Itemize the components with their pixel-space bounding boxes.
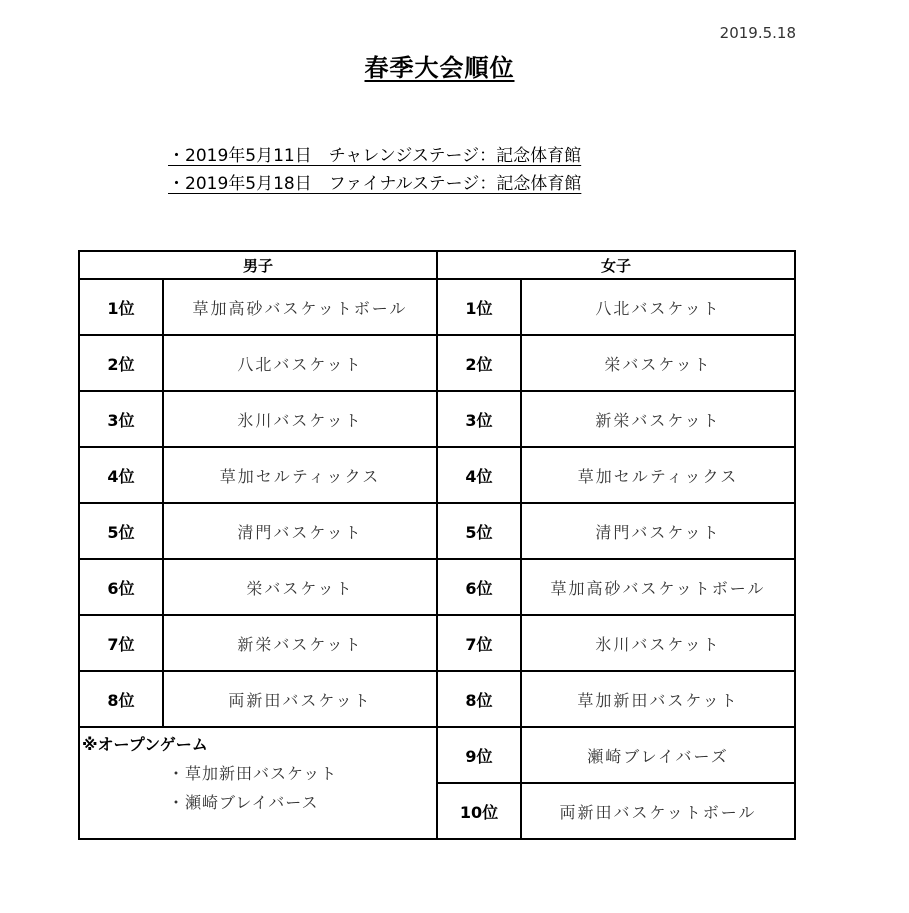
- female-team: 清門バスケット: [521, 503, 795, 559]
- female-rank: 6位: [437, 559, 521, 615]
- female-team: 新栄バスケット: [521, 391, 795, 447]
- female-team: 八北バスケット: [521, 279, 795, 335]
- male-header: 男子: [79, 251, 437, 279]
- female-rank: 5位: [437, 503, 521, 559]
- male-team: 八北バスケット: [163, 335, 437, 391]
- female-team: 両新田バスケットボール: [521, 783, 795, 839]
- table-row: [79, 559, 795, 615]
- open-game-title: ※オープンゲーム: [82, 735, 208, 754]
- female-rank: 2位: [437, 335, 521, 391]
- ranking-table: [78, 250, 796, 840]
- female-header: 女子: [437, 251, 795, 279]
- male-team: 草加高砂バスケットボール: [163, 279, 437, 335]
- male-rank: 4位: [79, 447, 163, 503]
- male-rank: 5位: [79, 503, 163, 559]
- schedule-line-2: ・2019年5月18日 ファイナルステージ：記念体育館: [168, 174, 582, 194]
- male-rank: 8位: [79, 671, 163, 727]
- female-rank: 9位: [437, 727, 521, 783]
- table-row: [79, 503, 795, 559]
- male-rank: 7位: [79, 615, 163, 671]
- female-rank: 10位: [437, 783, 521, 839]
- male-team: 新栄バスケット: [163, 615, 437, 671]
- table-row: [79, 391, 795, 447]
- open-game-item: ・草加新田バスケット: [168, 764, 338, 783]
- female-team: 氷川バスケット: [521, 615, 795, 671]
- male-team: 草加セルティックス: [163, 447, 437, 503]
- male-rank: 3位: [79, 391, 163, 447]
- table-row: [79, 335, 795, 391]
- male-team: 栄バスケット: [163, 559, 437, 615]
- female-team: 栄バスケット: [521, 335, 795, 391]
- male-team: 氷川バスケット: [163, 391, 437, 447]
- schedule-line-1: ・2019年5月11日 チャレンジステージ：記念体育館: [168, 146, 582, 166]
- male-team: 両新田バスケット: [163, 671, 437, 727]
- table-row: [79, 615, 795, 671]
- female-team: 瀬崎ブレイバーズ: [521, 727, 795, 783]
- female-team: 草加高砂バスケットボール: [521, 559, 795, 615]
- document-date: 2019.5.18: [719, 24, 796, 42]
- female-rank: 7位: [437, 615, 521, 671]
- female-rank: 3位: [437, 391, 521, 447]
- female-rank: 8位: [437, 671, 521, 727]
- female-team: 草加新田バスケット: [521, 671, 795, 727]
- open-game-item: ・瀬崎ブレイバース: [168, 793, 319, 812]
- female-rank: 4位: [437, 447, 521, 503]
- table-row: [79, 279, 795, 335]
- male-team: 清門バスケット: [163, 503, 437, 559]
- open-game-section: [79, 727, 437, 839]
- table-row: [79, 727, 795, 783]
- table-row: [79, 671, 795, 727]
- male-rank: 1位: [79, 279, 163, 335]
- female-team: 草加セルティックス: [521, 447, 795, 503]
- female-rank: 1位: [437, 279, 521, 335]
- table-row: [79, 447, 795, 503]
- male-rank: 6位: [79, 559, 163, 615]
- male-rank: 2位: [79, 335, 163, 391]
- page-title: 春季大会順位: [364, 54, 515, 82]
